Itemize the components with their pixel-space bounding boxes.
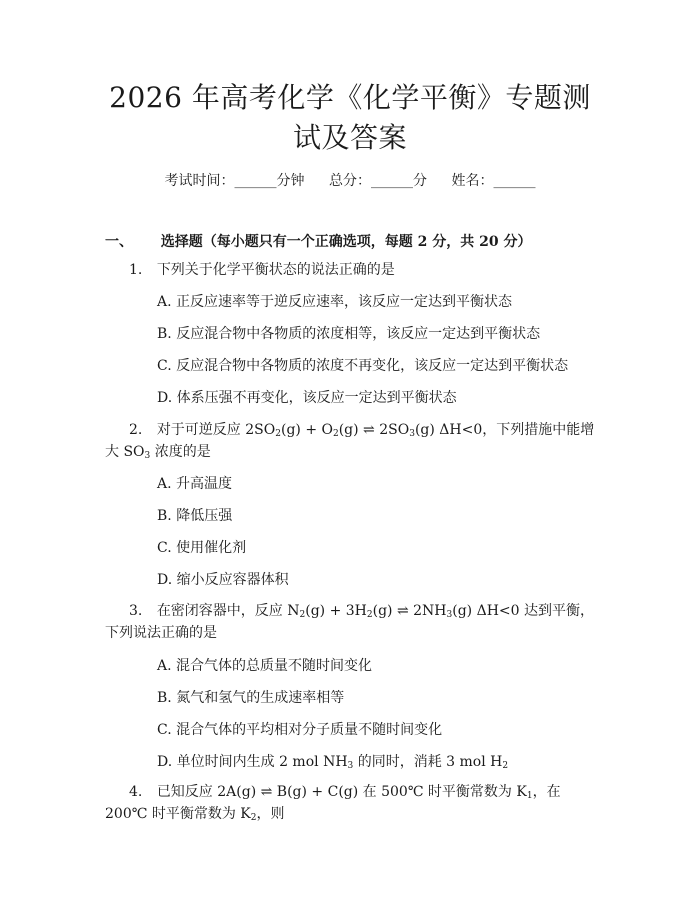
page-title: 2026 年高考化学《化学平衡》专题测试及答案 (109, 81, 591, 154)
total-score-field: 总分：______分 (329, 173, 427, 189)
question-text: 对于可逆反应 $2SO_2(g) + O_2(g)$ ⇌ $2SO_3(g)$ ΔH<0，下列措施中能增大 $SO_3$ 浓度的是 (105, 422, 595, 461)
option-3c: C. 混合气体的平均相对分子质量不随时间变化 (157, 722, 443, 738)
question-number: 1. (129, 262, 143, 278)
section-label: 选择题（每小题只有一个正确选项，每题 2 分，共 20 分） (160, 234, 532, 250)
section-heading (105, 231, 531, 251)
exam-meta (0, 170, 700, 190)
option-2a: A. 升高温度 (157, 476, 233, 492)
question-4 (105, 781, 600, 825)
question-text: 在密闭容器中，反应 $N_2(g) + 3H_2(g)$ ⇌ $2NH_3(g)$ ΔH<0 达到平衡，下列说法正确的是 (105, 603, 594, 641)
section-number: 一、 (105, 234, 133, 250)
question-number: 3. (129, 603, 143, 619)
option-3d: D. 单位时间内生成 2 mol $NH_3$ 的同时，消耗 3 mol $H_2$ (157, 754, 509, 771)
question-3 (105, 600, 600, 644)
question-text: 已知反应 2A(g) ⇌ B(g) + C(g) 在 500℃ 时平衡常数为 $K_1$，在 200℃ 时平衡常数为 $K_2$，则 (105, 784, 561, 823)
option-3a: A. 混合气体的总质量不随时间变化 (157, 658, 373, 674)
option-2c: C. 使用催化剂 (157, 540, 247, 556)
option-1a: A. 正反应速率等于逆反应速率，该反应一定达到平衡状态 (157, 294, 513, 310)
question-text: 下列关于化学平衡状态的说法正确的是 (156, 262, 395, 278)
option-1d: D. 体系压强不再变化，该反应一定达到平衡状态 (157, 390, 457, 406)
question-number: 2. (129, 422, 143, 438)
question-number: 4. (129, 784, 143, 800)
option-2b: B. 降低压强 (157, 508, 233, 524)
question-2 (105, 419, 600, 463)
option-3b: B. 氮气和氢气的生成速率相等 (157, 690, 345, 706)
exam-time-field: 考试时间：______分钟 (164, 173, 305, 189)
option-1b: B. 反应混合物中各物质的浓度相等，该反应一定达到平衡状态 (157, 326, 541, 342)
option-2d: D. 缩小反应容器体积 (157, 572, 289, 588)
student-name-field: 姓名：______ (451, 173, 536, 189)
question-1 (105, 259, 600, 281)
option-1c: C. 反应混合物中各物质的浓度不再变化，该反应一定达到平衡状态 (157, 358, 569, 374)
